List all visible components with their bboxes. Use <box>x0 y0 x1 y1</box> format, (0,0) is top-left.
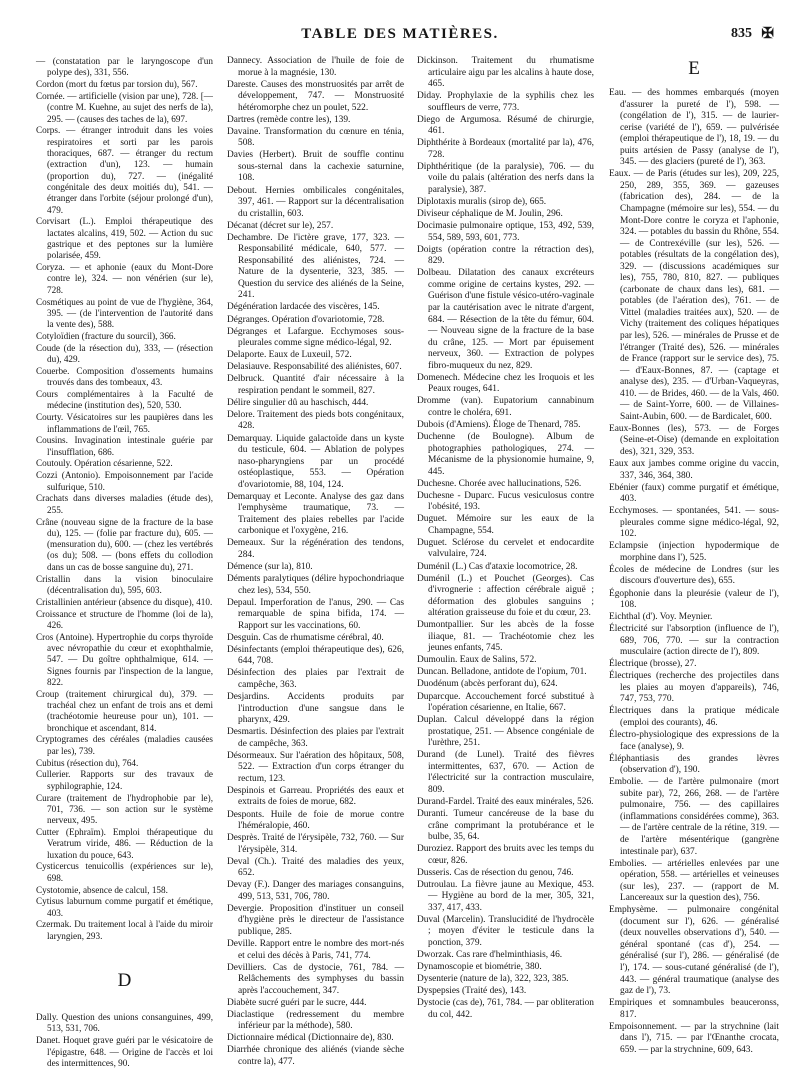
index-entry: Delaporte. Eaux de Luxeuil, 572. <box>227 350 352 361</box>
index-entry: Danet. Hoquet grave guéri par le vésicatoire de l'épigastre, 648. — Origine de l'accès et loi des intermittences, 90. <box>36 1035 213 1068</box>
page-number: 835 <box>731 26 752 41</box>
index-entry: Eaux-Bonnes (les), 573. — de Forges (Seine-et-Oise) (demande en exploitation des), 321, 329, 353. <box>609 423 779 457</box>
entry-list-c <box>36 56 213 942</box>
index-entry: Domenech. Médecine chez les Iroquois et les Peaux rouges, 641. <box>417 372 594 395</box>
index-entry: Crâne (nouveau signe de la fracture de la base du), 125. — (folie par fracture du), 605. — (mensuration du), 600. — (chez les vertébrés (os du); 508. — (bons effets du collodion dans un cas de bosse sanguine du), 271. <box>36 516 213 572</box>
index-entry: Docimasie pulmonaire optique, 153, 492, 539, 554, 589, 593, 601, 773. <box>417 221 594 243</box>
index-entry: Delore. Traitement des pieds bots congénitaux, 428. <box>227 409 404 432</box>
index-entry: Duplan. Calcul développé dans la région prostatique, 251. — Absence congéniale de l'urèthre, 251. <box>417 715 594 749</box>
entry-list-d-start <box>36 1012 213 1069</box>
page-header <box>22 22 778 46</box>
index-entry: Diego de Argumosa. Résumé de chirurgie, 461. <box>417 114 594 137</box>
index-entry: Dally. Question des unions consanguines, 499, 513, 531, 706. <box>36 1012 213 1034</box>
index-entry: Cristallinien antérieur (absence du disque), 410. <box>36 596 213 607</box>
index-entry: Cubitus (résection du), 764. <box>36 757 139 768</box>
index-entry: Écoles de médecine de Londres (sur les discours d'ouverture des), 655. <box>609 564 779 587</box>
index-entry: Dworzak. Cas rare d'helminthiasis, 46. <box>417 950 563 961</box>
index-entry: Duranti. Tumeur cancéreuse de la base du crâne comprimant la protubérance et le bulbe, 35, 64. <box>417 809 594 843</box>
index-entry: Coryza. — et aphonie (eaux du Mont-Dore contre le), 324. — non vénérien (sur le), 728. <box>36 262 213 295</box>
index-entry: Déments paralytiques (délire hypochondriaque chez les), 534, 550. <box>227 574 404 596</box>
index-entry: Duncan. Belladone, antidote de l'opium, 701. <box>417 667 587 678</box>
index-entry: Duguet. Sclérose du cervelet et endocardite valvulaire, 724. <box>417 537 594 560</box>
index-entry: Devilliers. Cas de dystocie, 761, 784. — Relâchements des symphyses du bassin après l'accouchement, 347. <box>227 962 404 996</box>
index-entry: Embolies. — artérielles enlevées par une opération, 558. — artérielles et veineuses (sur les), 237. — (rapport de M. Lancereaux sur la question des), 756. <box>609 858 779 904</box>
index-entry: Coutouly. Opération césarienne, 522. <box>36 458 173 469</box>
entry-list-d <box>227 56 404 1069</box>
section-letter-d: D <box>117 970 132 992</box>
index-entry: Duchesne - Duparc. Fucus vesiculosus contre l'obésité, 193. <box>417 490 594 513</box>
index-entry: Dareste. Causes des monstruosités par arrêt de développement, 747. — Monstruosité hétéromorphe chez un poulet, 522. <box>227 79 404 113</box>
index-entry: Demeaux. Sur la régénération des tendons, 284. <box>227 538 404 560</box>
index-entry: Cutter (Ephraïm). Emploi thérapeutique du Veratrum viride, 486. — Réduction de la luxation du pouce, 643. <box>36 826 213 860</box>
index-column-4 <box>609 56 779 1057</box>
running-title: TABLE DES MATIÈRES. <box>301 26 499 42</box>
index-entry: Décanat (décret sur le), 257. <box>227 220 334 231</box>
index-entry: Cosmétiques au point de vue de l'hygiène, 364, 395. — (de l'intervention de l'autorité dans la vente des), 588. <box>36 296 213 330</box>
index-entry: Coude (de la résection du), 333, — (résection du), 429. <box>36 342 213 365</box>
index-entry: Diaclastique (redressement du membre inférieur par la méthode), 580. <box>227 1009 404 1032</box>
index-entry: Duménil (L.) Cas d'ataxie locomotrice, 28. <box>417 561 578 572</box>
index-entry: Dégranges et Lafargue. Ecchymoses sous-pleurales comme signe médico-légal, 92. <box>227 326 404 349</box>
index-entry: Corps. — étranger introduit dans les voies respiratoires et sorti par les parois thoraciques, 687. — étranger du rectum (extraction d'un), 123. — humain (proportion du), 727. — (inégalité congénitale des deux moitiés du), 541. — étranger dans l'orbite (séjour prolongé d'un), 479. <box>36 125 213 215</box>
index-entry: Diday. Prophylaxie de la syphilis chez les souffleurs de verre, 773. <box>417 91 594 113</box>
index-entry: Dartres (remède contre les), 139. <box>227 114 351 125</box>
index-entry: Duménil (L.) et Pouchet (Georges). Cas d'ivrognerie : affection cérébrale aiguë ; déformation des globules sanguins ; altération graisseuse du foie et du cœur, 23. <box>417 573 594 619</box>
index-entry: Desponts. Huile de foie de morue contre l'héméralopie, 460. <box>227 809 404 832</box>
index-entry: Desjardins. Accidents produits par l'introduction d'une sangsue dans le pharynx, 429. <box>227 692 404 726</box>
index-entry: Ebénier (faux) comme purgatif et émétique, 403. <box>609 482 779 505</box>
index-entry: Diphthéritique (de la paralysie), 706. — du voile du palais (altération des nerfs dans la paralysie), 387. <box>417 161 594 196</box>
index-entry: Desprès. Traité de l'érysipèle, 732, 760. — Sur l'érysipèle, 314. <box>227 833 404 855</box>
index-entry: Debout. Hernies ombilicales congénitales, 397, 461. — Rapport sur la décentralisation du cristallin, 603. <box>227 185 404 219</box>
index-entry: Depaul. Imperforation de l'anus, 290. — Cas remarquable de spina bifida, 174. — Rapport sur les vaccinations, 60. <box>227 597 404 631</box>
index-entry: Despinois et Garreau. Propriétés des eaux et extraits de foies de morue, 682. <box>227 785 404 808</box>
index-entry: Dictionnaire médical (Dictionnaire de), 830. <box>227 1033 394 1044</box>
section-letter-e: E <box>688 58 700 79</box>
index-entry: Électricité sur l'absorption (influence de l'), 689, 706, 770. — sur la contraction musculaire (action directe de l'), 809. <box>609 624 779 658</box>
index-entry: Croissance et structure de l'homme (loi de la), 426. <box>36 608 213 630</box>
index-entry: Dynamoscopie et biométrie, 380. <box>417 962 542 973</box>
index-entry: Duchenne (de Boulogne). Album de photographies pathologiques, 274. — Mécanisme de la physionomie humaine, 9, 445. <box>417 432 594 477</box>
index-entry: Dickinson. Traitement du rhumatisme articulaire aigu par les alcalins à haute dose, 465. <box>417 56 594 90</box>
index-entry: Cordon (mort du fœtus par torsion du), 567. <box>36 79 198 90</box>
index-entry: Diphthérite à Bordeaux (mortalité par la), 476, 728. <box>417 138 594 160</box>
index-entry: Couerbe. Composition d'ossements humains trouvés dans des tombeaux, 43. <box>36 365 213 388</box>
entry-list-d-continued <box>417 56 594 1021</box>
index-entry: Diabète sucré guéri par le sucre, 444. <box>227 997 367 1008</box>
index-entry: Dusseris. Cas de résection du genou, 746. <box>417 867 574 878</box>
index-entry: Cysticercus tenuicollis (expériences sur le), 698. <box>36 861 213 883</box>
index-column-1 <box>36 56 213 1070</box>
index-entry: Cullerier. Rapports sur des travaux de syphilographie, 124. <box>36 769 213 791</box>
index-entry: Cousins. Invagination intestinale guérie par l'insufflation, 686. <box>36 435 213 457</box>
index-entry: Dubois (d'Amiens). Éloge de Thenard, 785. <box>417 419 581 430</box>
index-entry: Démence (sur la), 810. <box>227 562 313 573</box>
index-entry: Empiriques et somnambules beauceronss, 817. <box>609 998 779 1020</box>
index-entry: Cystotomie, absence de calcul, 158. <box>36 884 168 895</box>
index-entry: Durand (de Lunel). Traité des fièvres intermittentes, 637, 670. — Action de l'électricité sur la contraction musculaire, 809. <box>417 750 594 795</box>
index-entry: Corvisart (L.). Emploi thérapeutique des lactates alcalins, 419, 502. — Action du suc gastrique et des peptones sur la lumière polarisée, 459. <box>36 216 213 261</box>
index-entry: Eichthal (d'). Voy. Meynier. <box>609 612 713 623</box>
index-entry: Éléphantiasis des grandes lèvres (observation d'), 190. <box>609 753 779 776</box>
index-entry: Duparcque. Accouchement forcé substitué à l'opération césarienne, en Italie, 667. <box>417 691 594 714</box>
index-entry: Cozzi (Antonio). Empoisonnement par l'acide sulfurique, 510. <box>36 470 213 492</box>
index-entry: Ecchymoses. — spontanées, 541. — sous-pleurales comme signe médico-légal, 92, 102. <box>609 506 779 540</box>
index-entry: Dégénération lardacée des viscères, 145. <box>227 302 380 313</box>
index-entry: Duodénum (abcès perforant du), 624. <box>417 679 558 690</box>
index-entry: Desmartis. Désinfection des plaies par l'extrait de campêche, 363. <box>227 727 404 749</box>
index-entry: Eau. — des hommes embarqués (moyen d'assurer la pureté de l'), 598. — (congélation de l'), 315. — de laurier-cerise (variété de l'), 659. — pulvérisée (emploi thérapeutique de l'), 18, 19. — du puits artésien de Passy (analyse de l'), 345. — des glaciers (pureté de l'), 363. <box>609 88 779 168</box>
index-entry: Doigts (opération contre la rétraction des), 829. <box>417 244 594 267</box>
index-column-3 <box>417 56 594 1022</box>
index-entry: Cytisus laburnum comme purgatif et émétique, 403. <box>36 896 213 918</box>
index-entry: Cristallin dans la vision binoculaire (décentralisation du), 595, 603. <box>36 573 213 595</box>
index-entry: Davies (Herbert). Bruit de souffle continu sous-sternal dans la cachexie saturnine, 108. <box>227 150 404 184</box>
index-entry: Cotyloïdien (fracture du sourcil), 366. <box>36 331 176 341</box>
index-entry: Égophonie dans la pleurésie (valeur de l'), 108. <box>609 588 779 611</box>
index-entry: Eclampsie (injection hypodermique de morphine dans l'), 525. <box>609 541 779 563</box>
index-entry: Cros (Antoine). Hypertrophie du corps thyroïde avec névropathie du cœur et exophthalmie, 547. — Du goître ophthalmique, 614. — Signes fournis par l'inspection de la langue, 822. <box>36 631 213 687</box>
index-entry: Désinfectants (emploi thérapeutique des), 626, 644, 708. <box>227 644 404 667</box>
index-entry: Dumontpallier. Sur les abcès de la fosse iliaque, 81. — Trachéotomie chez les jeunes enfants, 745. <box>417 620 594 654</box>
index-entry: Électriques dans la pratique médicale (emploi des courants), 46. <box>609 706 779 729</box>
index-entry: Désormeaux. Sur l'aération des hôpitaux, 508, 522. — Extraction d'un corps étranger du rectum, 123. <box>227 750 404 784</box>
index-entry: Delasiauve. Responsabilité des aliénistes, 607. <box>227 362 402 373</box>
index-entry: Davaine. Transformation du cœnure en ténia, 508. <box>227 126 404 149</box>
index-entry: Desguin. Cas de rhumatisme cérébral, 40. <box>227 632 384 643</box>
index-entry: Crachats dans diverses maladies (étude des), 255. <box>36 493 213 515</box>
index-entry: Devergie. Proposition d'instituer un conseil d'hygiène près le directeur de l'assistance publique, 285. <box>227 903 404 937</box>
index-entry: Delbruck. Quantité d'air nécessaire à la respiration pendant le sommeil, 827. <box>227 374 404 396</box>
index-entry: Demarquay. Liquide galactoïde dans un kyste du testicule, 604. — Ablation de polypes naso-pharyngiens par un procédé ostéoplastique, 553. — Opération d'ovariotomie, 88, 104, 124. <box>227 433 404 490</box>
index-entry: Désinfection des plaies par l'extrait de campêche, 363. <box>227 668 404 690</box>
index-column-2 <box>227 56 404 1069</box>
index-entry: Dystocie (cas de), 761, 784. — par obliteration du col, 442. <box>417 998 594 1020</box>
index-entry: Dromme (van). Eupatorium cannabinum contre le choléra, 691. <box>417 396 594 418</box>
index-entry: Dysenterie (nature de la), 322, 323, 385. <box>417 974 569 985</box>
index-entry: Deval (Ch.). Traité des maladies des yeux, 652. <box>227 856 404 879</box>
index-entry: Croup (traitement chirurgical du), 379. — trachéal chez un enfant de trois ans et demi (trachéotomie heureuse pour un), 101. — bronchique et ascendant, 814. <box>36 688 213 733</box>
index-entry: — (constatation par le laryngoscope d'un polype des), 331, 556. <box>36 56 213 78</box>
index-entry: Dannecy. Association de l'huile de foie de morue à la magnésie, 130. <box>227 56 404 78</box>
ornament-icon: ✠ <box>761 26 774 42</box>
index-entry: Empoisonnement. — par la strychnine (lait dans l'), 715. — par l'Œnanthe crocata, 659. — par la strychnine, 609, 643. <box>609 1021 779 1055</box>
index-entry: Électriques (recherche des projectiles dans les plaies au moyen d'appareils), 746, 747, 753, 770. <box>609 671 779 705</box>
entry-list-e <box>609 88 779 1056</box>
index-entry: Dumoulin. Eaux de Salins, 572. <box>417 655 537 666</box>
index-entry: Durand-Fardel. Traité des eaux minérales, 526. <box>417 796 594 807</box>
index-entry: Emphysème. — pulmonaire congénital (document sur l'), 626. — généralisé (deux nouvelles observations d'), 540. — général spontané (cas d'), 254. — généralisé (sur l'), 286. — généralisé (de l'), 174. — sous-cutané généralisé (de l'), 443. — général traumatique (analyse des gaz de l'), 73. <box>609 905 779 997</box>
index-entry: Dechambre. De l'ictère grave, 177, 323. — Responsabilité médicale, 640, 577. — Responsabilité des aliénistes, 724. — Nature de la dysenterie, 323, 385. — Question du service des aliénés de la Seine, 241. <box>227 232 404 301</box>
index-entry: Diviseur céphalique de M. Joulin, 296. <box>417 209 563 220</box>
index-entry: Embolie. — de l'artère pulmonaire (mort subite par), 72, 266, 268. — de l'artère pulmonaire, 756. — des capillaires (inflammations considérées comme), 363. — de l'artère centrale de la rétine, 319. — de l'artère mésentérique (gangrène intestinale par), 637. <box>609 777 779 857</box>
index-entry: Duroziez. Rapport des bruits avec les temps du cœur, 826. <box>417 844 594 866</box>
index-entry: Dégranges. Opération d'ovariotomie, 728. <box>227 314 385 325</box>
index-entry: Cryptogrames des céréales (maladies causées par les), 739. <box>36 734 213 756</box>
index-entry: Électrique (brosse), 27. <box>609 659 697 670</box>
index-entry: Devay (F.). Danger des mariages consanguins, 499, 513, 531, 706, 780. <box>227 880 404 902</box>
index-entry: Duguet. Mémoire sur les eaux de la Champagne, 554. <box>417 514 594 536</box>
index-entry: Eaux aux jambes comme origine du vaccin, 337, 346, 364, 380. <box>609 459 779 481</box>
index-entry: Eaux. — de Paris (études sur les), 209, 225, 250, 289, 355, 369. — gazeuses (fabrication des), 284. — de la Champagne (mémoire sur les), 554. — du Mont-Dore contre le coryza et l'aphonie, 324. — potables du bassin du Rhône, 554. — de Contrexéville (sur les), 526. — potables (résultats de la congélation des), 329. — (discussions académiques sur les), 755, 780, 810, 827. — publiques (carbonate de chaux dans les), 681. — potables (de l'aération des), 761. — de Vittel (maladies traitées aux), 520. — de Vichy (traitement des coliques hépatiques par les), 526. — minérales de Prusse et de l'étranger (Traité des), 526. — minérales de France (rapport sur le service des), 75. — d'Eaux-Bonnes, 87. — (captage et analyse des), 235. — d'Urban-Vaqueyras, 410. — de Brides, 460. — de la Vals, 460. — de Saint-Yorre, 600. — de Villaines-Saint-Aubin, 600. — de Bardicalet, 600. <box>609 169 779 422</box>
index-entry: Cornée. — artificielle (vision par une), 728. [— (contre M. Kuehne, au sujet des nerfs de la), 295. — (causes des taches de la), 697. <box>36 90 213 124</box>
index-entry: Duchesne. Chorée avec hallucinations, 526. <box>417 478 582 489</box>
index-entry: Duval (Marcelin). Translucidité de l'hydrocèle ; moyen d'éviter le testicule dans la ponction, 379. <box>417 914 594 949</box>
index-entry: Demarquay et Leconte. Analyse des gaz dans l'emphysème traumatique, 73. — Traitement des plaies rebelles par l'acide carbonique et l'oxygène, 216. <box>227 491 404 537</box>
index-entry: Dutroulau. La fièvre jaune au Mexique, 453. — Hygiène au bord de la mer, 305, 321, 337, 417, 433. <box>417 879 594 913</box>
index-entry: Diplotaxis muralis (sirop de), 665. <box>417 197 547 208</box>
index-entry: Délire singulier dû au haschisch, 444. <box>227 397 369 408</box>
index-entry: Deville. Rapport entre le nombre des mort-nés et celui des décès à Paris, 741, 774. <box>227 939 404 961</box>
index-entry: Dyspepsies (Traité des), 143. <box>417 986 527 997</box>
index-entry: Curare (traitement de l'hydrophobie par le), 701, 736. — son action sur le système nerveux, 495. <box>36 792 213 826</box>
index-entry: Électro-physiologique des expressions de la face (analyse), 9. <box>609 730 779 752</box>
index-entry: Dolbeau. Dilatation des canaux excréteurs comme origine de certains kystes, 292. — Guérison d'une fistule vésico-utéro-vaginale par la cautérisation avec le nitrate d'argent, 684. — Résection de la tête du fémur, 604. — Nouveau signe de la fracture de la base du crâne, 125. — Mort par épuisement nerveux, 360. — Extraction de polypes fibro-muqueux du nez, 829. <box>417 268 594 371</box>
index-entry: Cours complémentaires à la Faculté de médecine (institution des), 520, 530. <box>36 389 213 411</box>
index-entry: Czermak. Du traitement local à l'aide du miroir laryngien, 293. <box>36 919 213 941</box>
index-entry: Courty. Vésicatoires sur les paupières dans les inflammations de l'œil, 765. <box>36 412 213 434</box>
index-entry: Diarrhée chronique des aliénés (viande sèche contre la), 477. <box>227 1045 404 1067</box>
